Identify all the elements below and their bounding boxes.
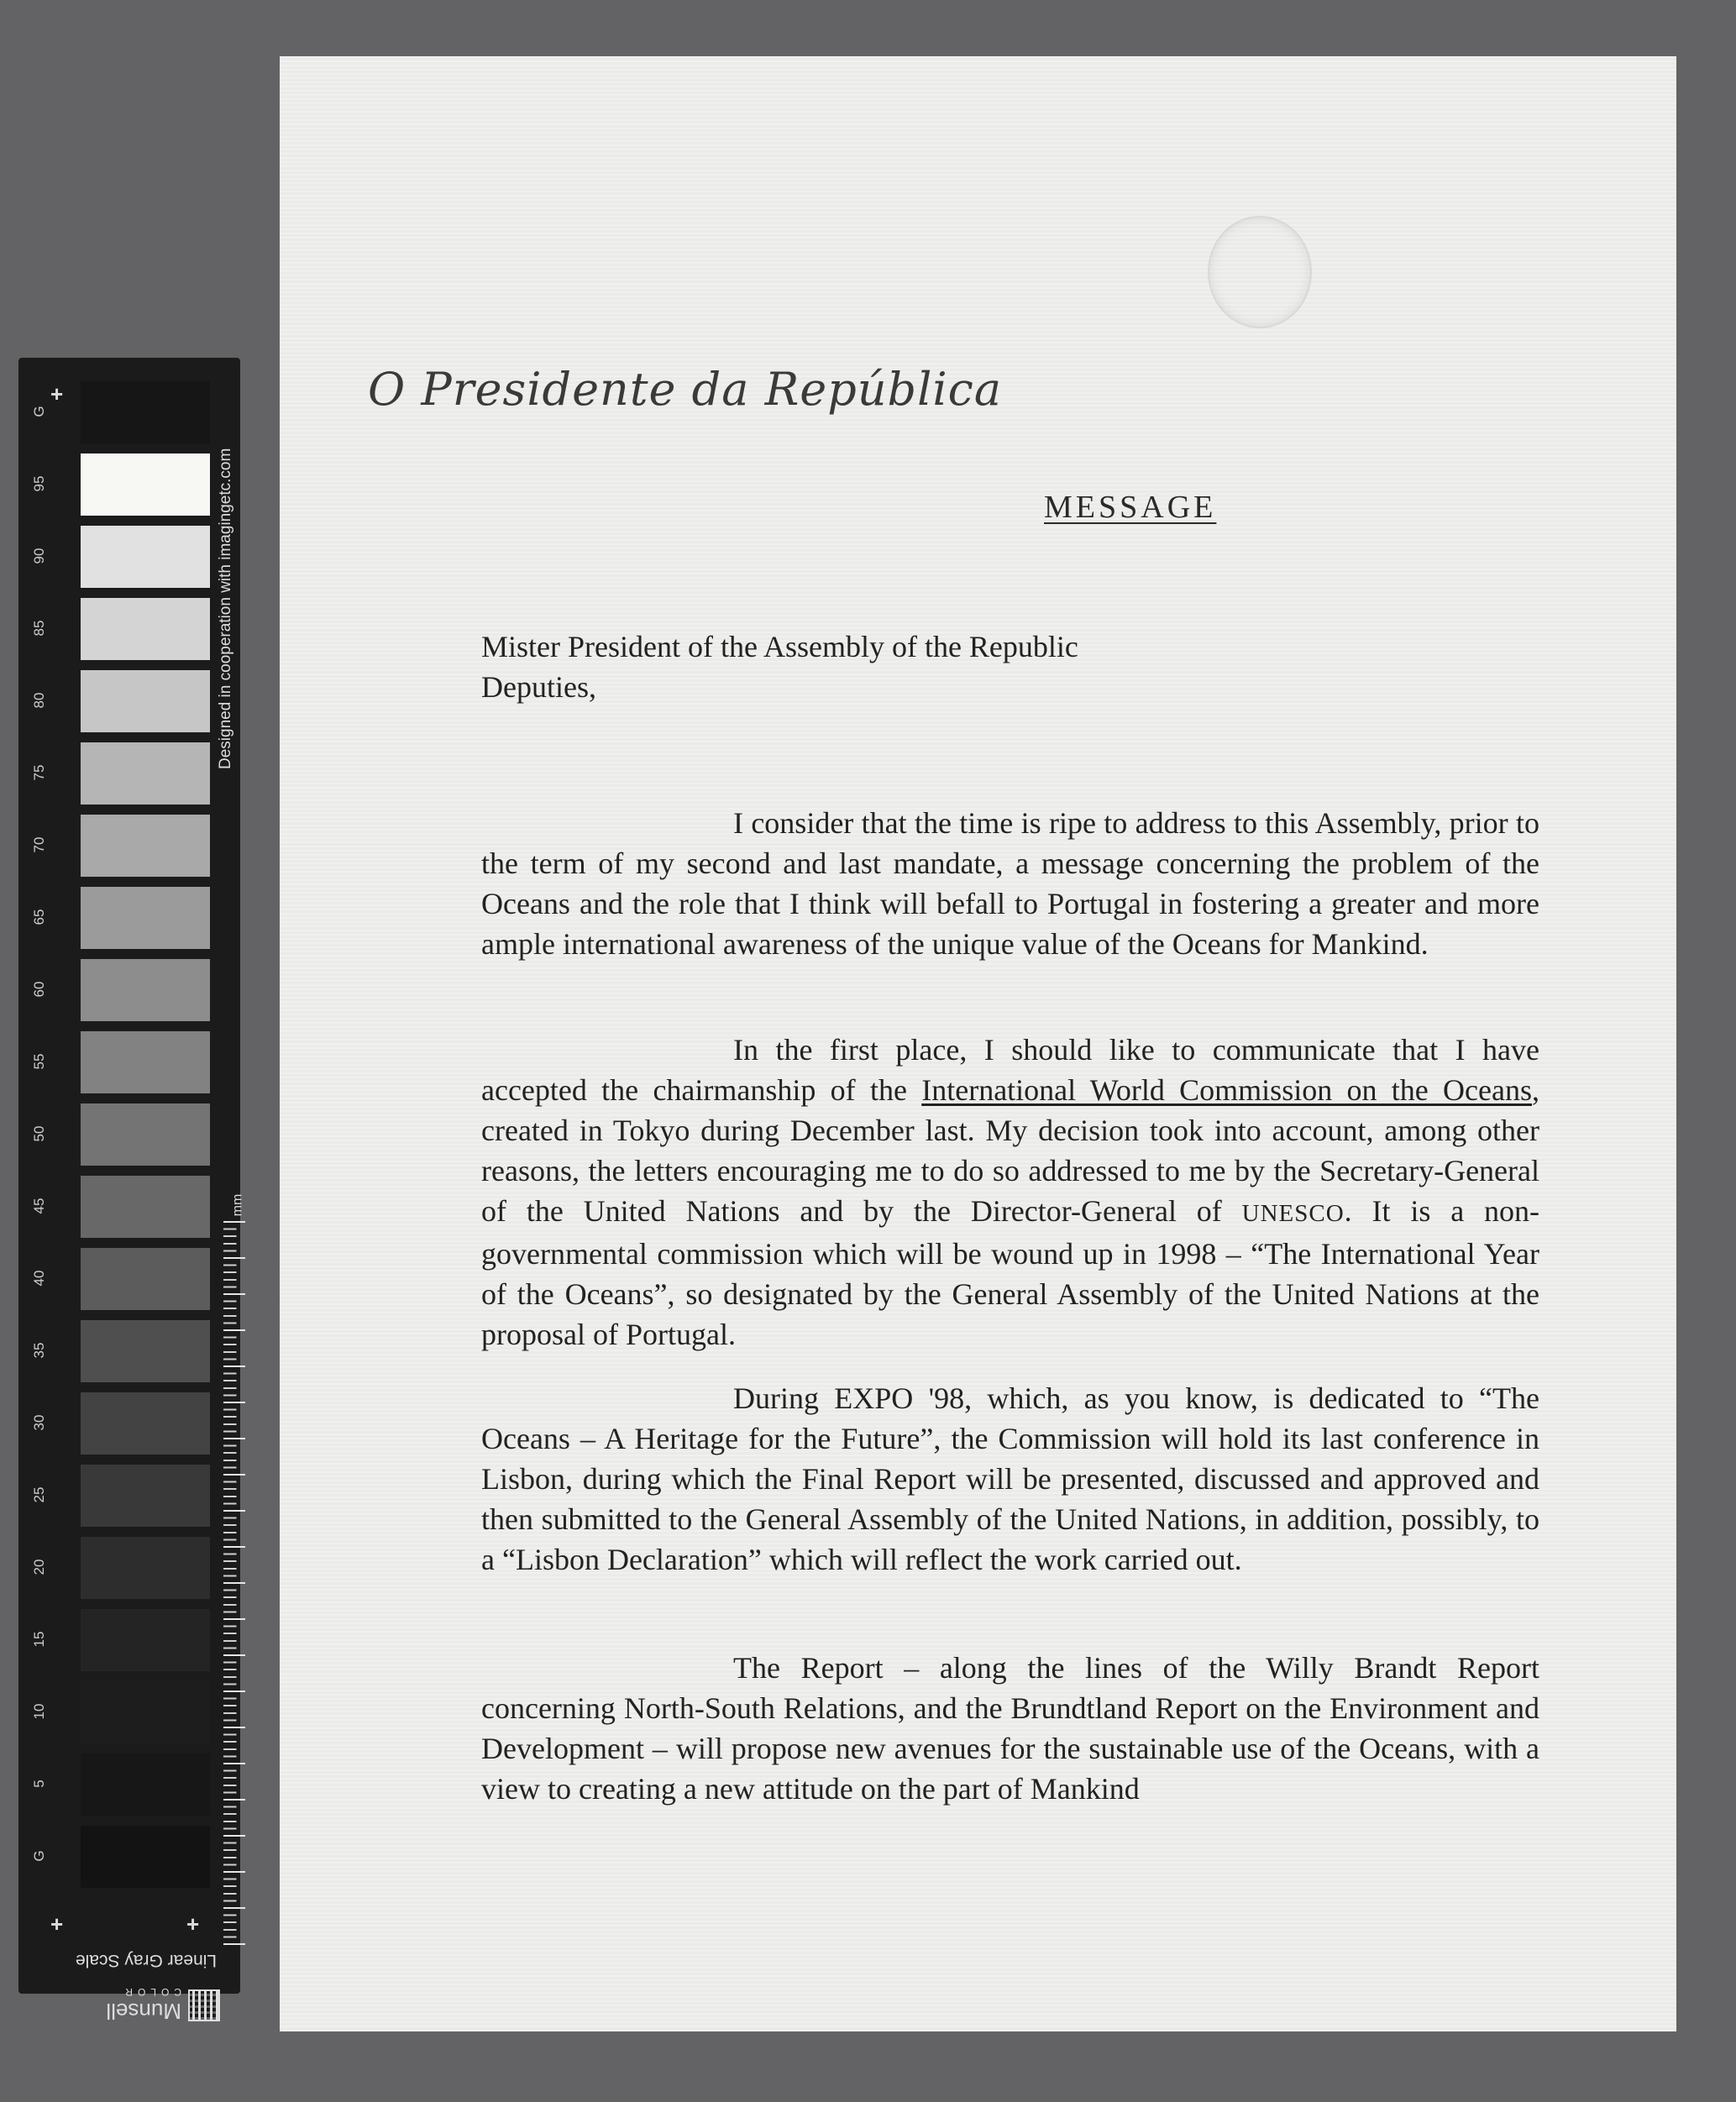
gray-patch bbox=[81, 1537, 210, 1599]
patch-label: 20 bbox=[31, 1559, 47, 1575]
gray-patch bbox=[81, 959, 210, 1021]
gray-patch bbox=[81, 526, 210, 588]
patch-label: 70 bbox=[31, 836, 47, 853]
gray-patch bbox=[81, 453, 210, 516]
gray-patch bbox=[81, 1753, 210, 1816]
gray-patch bbox=[81, 1031, 210, 1093]
patch-label: 45 bbox=[31, 1198, 47, 1214]
patch-label: 75 bbox=[31, 764, 47, 781]
gray-patch bbox=[81, 1465, 210, 1527]
gray-patches bbox=[62, 381, 210, 1898]
gray-patch bbox=[81, 1176, 210, 1238]
gray-patch bbox=[81, 742, 210, 805]
patch-label: 90 bbox=[31, 548, 47, 564]
registration-mark: + bbox=[186, 1911, 200, 1937]
patch-label: 15 bbox=[31, 1631, 47, 1648]
patch-label: G bbox=[31, 406, 47, 417]
patch-label: 85 bbox=[31, 620, 47, 637]
brand-sub: COLOR bbox=[120, 1986, 181, 1999]
patch-label: 55 bbox=[31, 1053, 47, 1070]
embossed-seal-icon bbox=[1208, 216, 1312, 328]
paragraph-4: The Report – along the lines of the Willy Brandt Report concerning North-South Relations, and the Brundtland Report on the Environment and Development – will propose new avenues for the sustainable use of the Oceans, with a view to creating a new attitude on the part of Mankind bbox=[481, 1651, 1539, 1806]
patch-label: 35 bbox=[31, 1342, 47, 1359]
patch-label: 5 bbox=[31, 1780, 47, 1788]
salutation-line: Deputies, bbox=[481, 670, 596, 704]
ruler-unit: mm bbox=[230, 1193, 245, 1217]
munsell-grid-icon bbox=[188, 1989, 220, 2021]
patch-label: 65 bbox=[31, 909, 47, 925]
paragraph-3: During EXPO '98, which, as you know, is dedicated to “The Oceans – A Heritage for the Future”, the Commission will hold its last conference in Lisbon, during which the Final Report will be presented, discussed and approved and then submitted to the General Assembly of the United Nations, in addition, possibly, to a “Lisbon Declaration” which will reflect the work carried out. bbox=[481, 1381, 1539, 1576]
patch-label: 40 bbox=[31, 1270, 47, 1287]
salutation bbox=[481, 626, 1573, 707]
patch-label: 25 bbox=[31, 1486, 47, 1503]
scale-title: Linear Gray Scale bbox=[75, 1951, 218, 1970]
paragraph-2 bbox=[481, 1030, 1539, 1355]
gray-patch bbox=[81, 815, 210, 877]
registration-mark: + bbox=[50, 1911, 64, 1937]
gray-patch bbox=[81, 1320, 210, 1382]
gray-patch bbox=[81, 1681, 210, 1743]
gray-patch bbox=[81, 381, 210, 443]
paragraph-text: In the first place, I should like to communicate that I have accepted the chairmanship of the bbox=[481, 1033, 1539, 1107]
gray-scale-card: + G 95 90 85 80 75 70 65 60 55 50 45 40 35 30 25 20 15 10 5 G Designed in cooperation with imagingetc.com mm + + Linear Gray Scale Munsell COLOR bbox=[18, 358, 240, 1994]
gray-patch bbox=[81, 598, 210, 660]
gray-patch bbox=[81, 1392, 210, 1455]
brand-name: Munsell bbox=[106, 1999, 181, 2025]
patch-label: 95 bbox=[31, 475, 47, 492]
brand-text bbox=[106, 1987, 181, 2025]
gray-patch bbox=[81, 887, 210, 949]
patch-label: 60 bbox=[31, 981, 47, 998]
page-title: MESSAGE bbox=[1044, 490, 1217, 525]
registration-mark: + bbox=[50, 381, 64, 406]
patch-label: 80 bbox=[31, 692, 47, 709]
paragraph-text: . It is a non-governmental commission which will be wound up in 1998 – “The International Year of the Oceans”, so designated by the General Assembly of the United Nations at the proposal of Portugal. bbox=[481, 1194, 1540, 1351]
gray-patch bbox=[81, 670, 210, 732]
gray-patch bbox=[81, 1826, 210, 1888]
unesco-abbr: UNESCO bbox=[1241, 1200, 1345, 1227]
gray-patch bbox=[81, 1248, 210, 1310]
paragraph-1: I consider that the time is ripe to address to this Assembly, prior to the term of my second and last mandate, a message concerning the problem of the Oceans and the role that I think will befall to Portugal in fostering a greater and more ample international awareness of the unique value of the Oceans for Mankind. bbox=[481, 806, 1539, 961]
gray-patch bbox=[81, 1609, 210, 1671]
patch-label: 50 bbox=[31, 1125, 47, 1142]
patch-label: 30 bbox=[31, 1414, 47, 1431]
munsell-logo bbox=[77, 1987, 220, 2024]
patch-label: G bbox=[31, 1850, 47, 1862]
commission-name: International World Commission on the Oceans bbox=[921, 1073, 1532, 1107]
gray-patch bbox=[81, 1103, 210, 1166]
patch-label: 10 bbox=[31, 1703, 47, 1720]
letterhead: O Presidente da República bbox=[368, 363, 1003, 416]
ruler-major-ticks bbox=[223, 1221, 245, 1945]
salutation-line: Mister President of the Assembly of the Republic bbox=[481, 630, 1078, 663]
paragraph-text: , created in Tokyo during December last. My decision took into account, among other reasons, the letters encouraging me to do so addressed to me by the Secretary-General of the United Nations and by the Director-General of bbox=[481, 1073, 1539, 1228]
